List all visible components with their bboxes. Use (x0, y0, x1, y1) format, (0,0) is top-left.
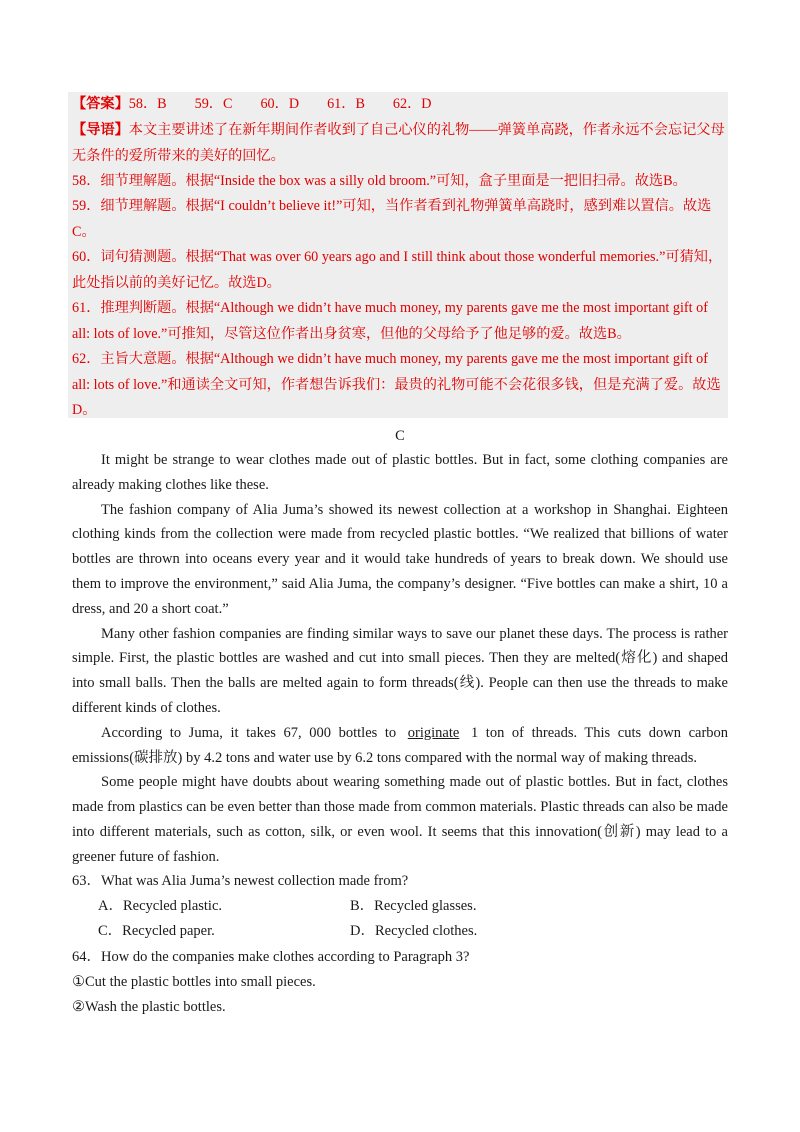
option-a: A．Recycled plastic. (98, 898, 223, 914)
guide-text: 本文主要讲述了在新年期间作者收到了自己心仪的礼物——弹簧单高跷，作者永远不会忘记父母无条件的爱所带来的美好的回忆。 (72, 122, 725, 164)
answer-item: 58．B (128, 96, 167, 112)
explanation-61: 61．推理判断题。根据“Although we didn’t have much money, my parents gave me the most important gift of all: lots of love.”可推知，尽管这位作者出身贫寒，但他的父母给予了他足够的爱。故选B。 (72, 300, 708, 342)
question-63-stem: 63．What was Alia Juma’s newest collection made from? (72, 873, 409, 889)
question-64-stem: 64．How do the companies make clothes according to Paragraph 3? (72, 949, 470, 965)
explanation-62: 62．主旨大意题。根据“Although we didn’t have much money, my parents gave me the most important gift of all: lots of love.”和通读全文可知，作者想告诉我们：最贵的礼物可能不会花很多钱，但是充满了爱。故选D。 (72, 351, 721, 418)
passage-paragraph-4 (72, 721, 728, 771)
step-2: ②Wash the plastic bottles. (72, 999, 226, 1015)
option-d: D．Recycled clothes. (350, 923, 478, 939)
passage-paragraph-3: Many other fashion companies are finding similar ways to save our planet these days. The process is rather simple. First, the plastic bottles are washed and cut into small pieces. Then they are melted(熔化) and shaped into small balls. Then the balls are melted again to form threads(线). People can then use the threads to make different kinds of clothes. (72, 625, 728, 716)
answer-tag: 【答案】 (72, 96, 129, 112)
explanation-59: 59．细节理解题。根据“I couldn’t believe it!”可知，当作者看到礼物弹簧单高跷时，感到难以置信。故选C。 (72, 198, 712, 240)
answer-explanation-box (68, 92, 728, 418)
answer-line (72, 92, 728, 118)
guide-tag: 【导语】 (72, 122, 129, 138)
answer-item: 60．D (260, 96, 300, 112)
p4-before: According to Juma, it takes 67, 000 bottles to (101, 724, 397, 741)
explanation-58: 58．细节理解题。根据“Inside the box was a silly old broom.”可知，盒子里面是一把旧扫帚。故选B。 (72, 173, 687, 189)
question-63-options (98, 894, 658, 944)
passage-paragraph-1: It might be strange to wear clothes made out of plastic bottles. But in fact, some clothing companies are already making clothes like these. (72, 452, 728, 493)
passage-paragraph-5: Some people might have doubts about wearing something made out of plastic bottles. But in fact, clothes made from plastics can be even better than those made from common materials. Plastic threads can also be made into different materials, such as cotton, silk, or even wool. It seems that this innovation(创新) may lead to a greener future of fashion. (72, 774, 728, 865)
section-heading: C (395, 428, 405, 444)
p4-after: 1 ton of threads. This cuts down carbon emissions(碳排放) by 4.2 tons and water use by 6.2 tons compared with the normal way of making threads. (72, 724, 729, 766)
guide-paragraph (72, 118, 728, 169)
question-64-steps (72, 970, 728, 1020)
option-b: B．Recycled glasses. (350, 898, 477, 914)
reading-passage (72, 448, 728, 870)
underlined-word: originate (407, 724, 460, 741)
step-1: ①Cut the plastic bottles into small pieces. (72, 974, 316, 990)
passage-paragraph-2: The fashion company of Alia Juma’s showed its newest collection at a workshop in Shanghai. Eighteen clothing kinds from the collection were made from recycled plastic bottles. “We realized that billions of water bottles are thrown into oceans every year and it would take hundreds of years to break down. We should use them to improve the environment,” said Alia Juma, the company’s designer. “Five bottles can make a shirt, 10 a dress, and 20 a short coat.” (72, 501, 728, 617)
answer-item: 61．B (327, 96, 365, 112)
explanation-60: 60．词句猜测题。根据“That was over 60 years ago and I still think about those wonderful memories.”可猜知，此处指以前的美好记忆。故选D。 (72, 249, 723, 291)
answer-item: 59．C (194, 96, 233, 112)
option-c: C．Recycled paper. (98, 923, 215, 939)
answer-item: 62．D (392, 96, 432, 112)
